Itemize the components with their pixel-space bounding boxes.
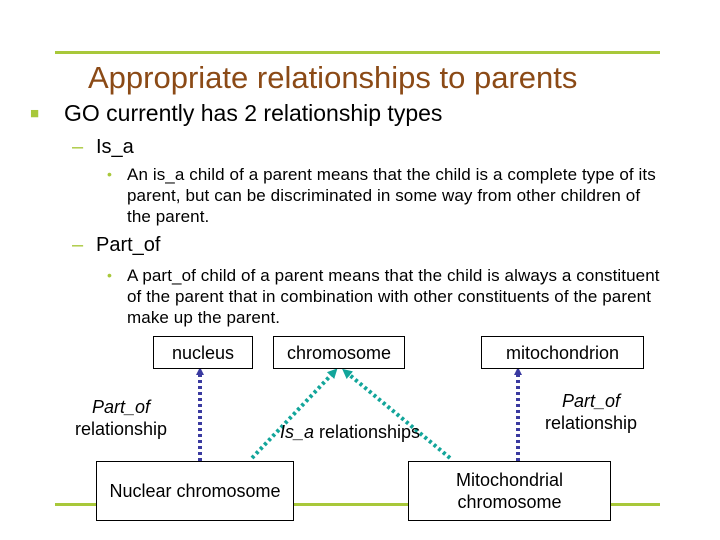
main-bullet-text: GO currently has 2 relationship types (64, 100, 443, 126)
nuclear-chromosome-box: Nuclear chromosome (96, 461, 294, 521)
right-part-of-label: Part_of relationship (544, 391, 638, 433)
part-of-heading: – Part_of (72, 234, 161, 256)
dot-bullet-icon: • (107, 166, 113, 182)
dot-bullet-icon: • (107, 267, 113, 283)
mitochondrion-box: mitochondrion (481, 336, 644, 369)
mitochondrial-chromosome-box: Mitochondrial chromosome (408, 461, 611, 521)
dash-icon: – (72, 136, 84, 158)
left-part-of-label: Part_of relationship (74, 397, 168, 439)
center-is-a-label: Is_a relationships (279, 422, 421, 442)
dash-icon: – (72, 234, 84, 256)
mito-is-a-arrow (346, 372, 450, 458)
is-a-heading: – Is_a (72, 136, 134, 158)
nucleus-box: nucleus (153, 336, 253, 369)
chromosome-box: chromosome (273, 336, 405, 369)
part-of-description: • A part_of child of a parent means that the child is always a constituent of the parent that in combination with other constituents of the parent make up the parent. (107, 266, 660, 327)
square-bullet-icon: ■ (30, 105, 40, 122)
slide-title: Appropriate relationships to parents (88, 60, 578, 95)
nuclear-is-a-arrow (252, 372, 334, 458)
is-a-description: • An is_a child of a parent means that the child is a complete type of its parent, but can be discriminated in some way from other children of the parent. (107, 165, 656, 226)
